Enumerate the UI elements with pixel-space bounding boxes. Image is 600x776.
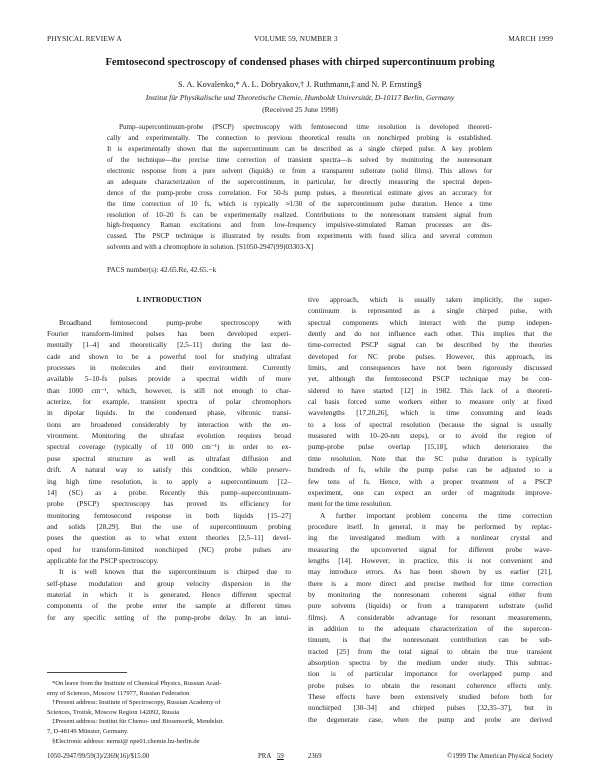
journal-name: PHYSICAL REVIEW A (47, 34, 122, 43)
body-line: experiment, one can expect an order of magnitude improve- (308, 487, 552, 497)
right-column (308, 294, 552, 725)
received-date: (Received 25 June 1998) (262, 105, 338, 114)
abstract-line: high-frequency Raman excitations and from low-frequency impulsive-stimulated Raman processes are dis- (107, 221, 492, 230)
journal-abbrev: PRA (258, 753, 272, 760)
body-line: These effects have been extensively studied before both for (308, 692, 552, 702)
body-line: to a loss of spectral resolution (because the signal is usually (308, 419, 552, 429)
body-line: time-corrected PSCP signal can be described by the theories (308, 340, 552, 350)
abstract-line: of the technique—the precise time correction of transient spectra—is solved by monitoring the nonresonant (107, 155, 492, 164)
abstract-line: the time correction of 10 fs, which is typically ≈1/30 of the supercontinuum pulse duration. Hence a time (107, 199, 492, 208)
body-line: Fourier transform-limited pulses has been developed experi- (47, 329, 291, 339)
footnote-line: *On leave from the Institute of Chemical Physics, Russian Acad- (52, 680, 222, 687)
body-line: available 5–10-fs pulses provide a spectral width of more (47, 374, 291, 384)
body-line: ment for the time resolution. (308, 499, 392, 509)
body-line: by monitoring the nonresonant coherent signal either from (308, 589, 552, 599)
body-line: hundreds of fs, while the pump pulse can be adjusted to a (308, 465, 552, 475)
body-line: yet, although the femtosecond PSCP technique may be con- (308, 374, 552, 384)
abstract-line: Pump–supercontinuum-probe (PSCP) spectroscopy with femtosecond time resolution is developed theoreti- (119, 123, 492, 131)
body-line: cade and shown to be a powerful tool for studying ultrafast (47, 351, 291, 361)
body-line: probe (PSCP) spectroscopy has proved its efficiency for (47, 499, 291, 509)
footnote-line: †Present address: Institute of Spectroscopy, Russian Academy of (52, 699, 221, 707)
body-line: monitoring femtosecond response in both liquids [15–27] (47, 510, 291, 520)
body-line: in dipolar liquids. In the condensed phase, vibronic transi- (47, 408, 291, 418)
body-line: probe pulses to obtain the resonant coherence effects only. (308, 680, 552, 690)
body-line: 14] (SC) as a probe. Recently this pump–supercontinuum- (47, 487, 291, 497)
body-line: limits, and consequences have not been rigorously discussed (308, 363, 552, 373)
body-line: acterize, for example, transient spectra of polar chromophors (47, 397, 291, 407)
footnote-line: Sciences, Troitsk, Moscow Region 142092, Russia (47, 708, 180, 716)
body-line: processes in molecules and their environment. Currently (47, 363, 291, 373)
body-line: pure solvents (liquids) or from a transparent substrate (solid (308, 601, 552, 611)
body-line: cal basis forced some workers either to measure only at fixed (308, 397, 552, 407)
body-line: dently and do not influence each other. This implies that the (308, 329, 552, 339)
body-line: and solids [28,29]. But the use of supercontinuum probing (47, 521, 291, 531)
body-line: pump-probe pulse overlap [15,18], which deteriorates the (308, 442, 552, 452)
footnote-rule (47, 672, 127, 673)
page-footer (0, 753, 600, 763)
abstract-line: an adequate characterization of the supercontinuum, in particular, for directly measuring the spectral depen- (107, 177, 492, 186)
body-line: wavelengths [17,20,26], which is time consuming and leads (308, 408, 552, 418)
body-line: in addition to the adequate characterization of the supercon- (308, 623, 552, 633)
abstract-line: cussed. The PSCP technique is illustrated by results from experiments with fused silica and several common (107, 232, 492, 241)
abstract (107, 122, 492, 253)
body-line: few tens of fs. Hence, with a proper treatment of a PSCP (308, 476, 552, 486)
body-line: measuring the upconverted signal for different probe wave- (308, 544, 552, 554)
body-line: films). A considerable advantage for resonant measurements, (308, 612, 552, 622)
body-line: sidered to have started [12] in 1982. This lack of a theoreti- (308, 385, 552, 395)
page-number: 2369 (308, 753, 322, 760)
section-heading: I. INTRODUCTION (136, 295, 202, 304)
issue-date: MARCH 1999 (508, 34, 553, 43)
body-line: poses the question as to what extent theories [2,5–11] devel- (47, 533, 291, 543)
body-line: tracted [25] from the total signal to obtain the true transient (308, 646, 552, 656)
footnotes (47, 679, 297, 746)
running-header (0, 34, 600, 46)
copyright: ©1999 The American Physical Society (447, 753, 553, 760)
article-title: Femtosecond spectroscopy of condensed phases with chirped supercontinuum probing (105, 57, 495, 68)
spacer (47, 305, 291, 316)
affiliation: Institut für Physikalische und Theoretische Chemie, Humboldt Universität, D-10117 Berlin, Germany (145, 93, 455, 102)
body-line: tion is of particular importance for overlapped pump and (308, 669, 552, 679)
body-line: spectral components which interact with the pump indepen- (308, 317, 552, 327)
article-code: 1050-2947/99/59(3)/2369(16)/$15.00 (47, 753, 150, 760)
body-line: may introduce errors. As has been shown by us earlier [21], (308, 567, 552, 577)
body-line: mentally [1–4] and theoretically [2,5–11] during the last de- (47, 340, 291, 350)
body-line: there is a more direct and precise method for time correction (308, 578, 552, 588)
body-line: vironment. Monitoring the ultrafast evolution requires broad (47, 431, 291, 441)
body-line: the degenerate case, when the pump and probe are derived (308, 714, 552, 724)
body-line: tions are broadened considerably by interaction with the en- (47, 419, 291, 429)
body-line: procedure itself. In general, it may be performed by replac- (308, 521, 552, 531)
body-line: self-phase modulation and group velocity dispersion in the (47, 578, 291, 588)
body-line: applicable for the PSCP spectroscopy. (47, 555, 159, 565)
pacs-numbers: PACS number(s): 42.65.Re, 42.65.−k (107, 265, 217, 274)
footnote-line: emy of Sciences, Moscow 117977, Russian Federation (47, 689, 190, 697)
body-line: continuum is represented as a single chirped pulse, with (308, 306, 552, 316)
body-line: Broadband femtosecond pump-probe spectroscopy with (59, 317, 291, 327)
body-line: than 1000 cm⁻¹, which, however, is still not enough to char- (47, 385, 291, 395)
body-line: absorption spectra by the medium under study. This subtrac- (308, 658, 552, 667)
body-line: ing the investigated medium with a nonlinear crystal and (308, 533, 552, 543)
abstract-line: cally and experimentally. The connection to previous theoretical results on nonchirped probing is established. (107, 133, 492, 142)
body-line: time resolution. Note that the SC pulse duration is typically (308, 453, 552, 463)
footnote-line: ‡Present address: Institut für Chemo- und Biosensorik, Mendelstr. (52, 718, 225, 726)
abstract-line: It is experimentally shown that the supercontinuum can be described as a single chirped pulse. A key problem (107, 144, 492, 153)
abstract-line: solvents and with a chromophore in solution. [S1050-2947(99)03303-X] (107, 243, 314, 252)
body-line: lengths [14]. However, in practice, this is not convenient and (308, 555, 552, 565)
body-line: tinuum, is that the nonresonant contribution can be sub- (308, 635, 552, 645)
footnote-line: 7, D-48149 Münster, Germany. (47, 727, 129, 735)
author-list: S. A. Kovalenko,* A. L. Dobryakov,† J. Ruthmann,‡ and N. P. Ernsting§ (178, 80, 422, 89)
body-line: drift. A natural way to satisfy this condition, while preserv- (47, 465, 291, 475)
volume-number: VOLUME 59, NUMBER 3 (254, 34, 338, 43)
left-column (47, 294, 291, 623)
abstract-line: resolution of 10–20 fs can be experimentally realized. Contributions to the nonresonant transient signal from (107, 210, 492, 219)
body-line: material in which it is generated. Hence different spectral (47, 589, 291, 599)
abstract-line: dence of the pump-probe cross correlation. For 50-fs pump pulses, a theoretical estimate gives an accuracy for (107, 188, 492, 197)
body-line: for any specific setting of the pump-probe delay. In an intui- (47, 612, 291, 622)
body-line: It is well known that the supercontinuum is chirped due to (59, 567, 291, 577)
body-line: developed for NC probe pulses. However, this approach, its (308, 351, 552, 361)
volume-link[interactable]: 59 (277, 753, 284, 760)
body-line: ing high time resolution, is to apply a supercontinuum [12– (47, 476, 291, 486)
body-line: measured with 10–20-nm steps), or to avoid the region of (308, 431, 552, 441)
footnote-line: §Electronic address: nernst@ npe01.chemie.hu-berlin.de (52, 737, 200, 745)
body-line: oped for transform-limited nonchirped (NC) probe pulses are (47, 544, 291, 554)
body-line: components of the probe enter the sample at different times (47, 601, 291, 611)
body-line: spectral coverage (typically of 10 000 cm⁻¹) in order to ex- (47, 442, 291, 452)
abstract-line: electronic response from a pure solvent (liquids) or from a transparent substrate (solid films). This allows for (107, 166, 492, 175)
body-line: nonchirped [30–34] and chirped pulses [32,35–37], but in (308, 703, 552, 713)
body-line: pose spectral structure as well as ultrafast diffusion and (47, 453, 291, 463)
body-line: tive approach, which is usually taken implicitly, the super- (308, 295, 552, 304)
body-line: A further important problem concerns the time correction (320, 510, 552, 520)
